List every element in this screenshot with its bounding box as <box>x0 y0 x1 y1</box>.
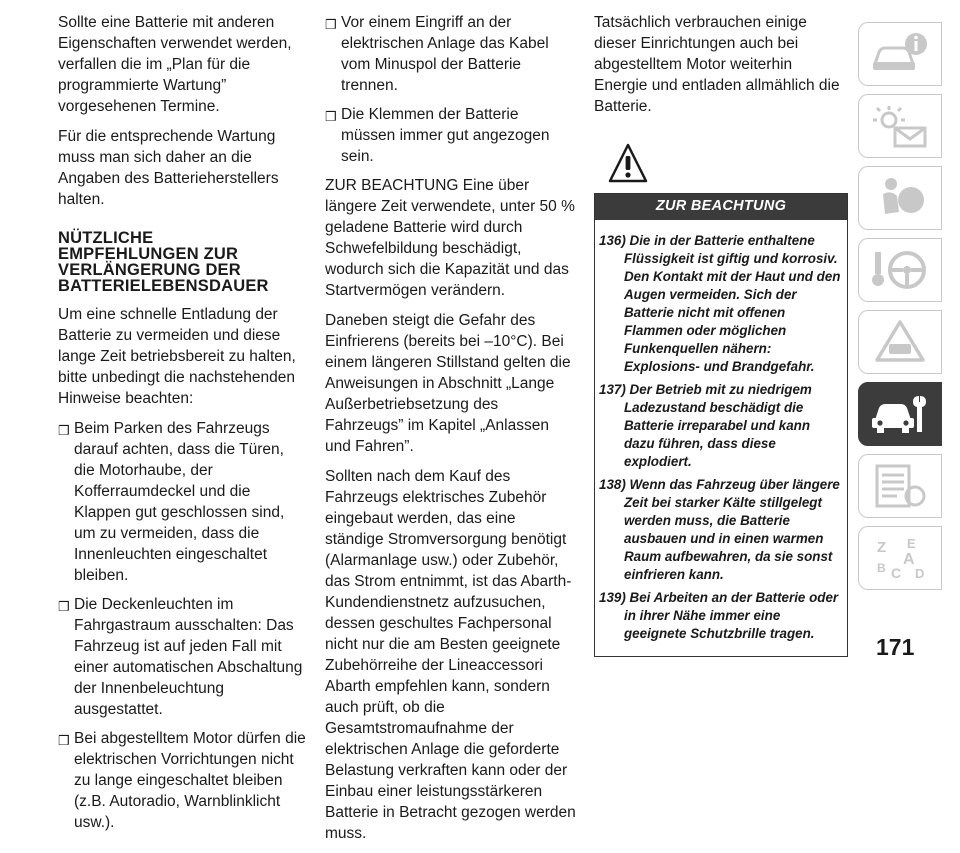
list-item-text: Vor einem Eingriff an der elektrischen Anlage das Kabel vom Minuspol der Batterie trennen. <box>341 14 549 94</box>
heading-line: NÜTZLICHE <box>58 229 154 247</box>
tab-safety[interactable] <box>858 166 942 230</box>
svg-text:E: E <box>907 536 916 551</box>
checkbox-bullet-icon: ❒ <box>58 423 70 438</box>
paragraph: Für die entsprechende Wartung muss man sich daher an die Angaben des Batterieherstellers halten. <box>58 128 279 208</box>
paragraph: ZUR BEACHTUNG Eine über längere Zeit verwendete, unter 50 % geladene Batterie wird durch Schwefelbildung beschädigt, wodurch sich die Kapazität und das Startvermögen verändern. <box>325 177 575 299</box>
svg-text:C: C <box>891 565 902 581</box>
warning-title: ZUR BEACHTUNG <box>595 194 847 220</box>
tab-starting[interactable] <box>858 238 942 302</box>
list-item <box>325 104 577 167</box>
bullet-list <box>58 418 306 833</box>
list-item-text: Bei abgestelltem Motor dürfen die elektrischen Vorrichtungen nicht zu lange eingeschaltet bleiben (z.B. Autoradio, Warnblinklicht usw.). <box>74 730 306 831</box>
heading-line: VERLÄNGERUNG DER <box>58 261 241 279</box>
tab-car-info[interactable] <box>858 22 942 86</box>
list-item <box>58 418 306 586</box>
list-item-text: Beim Parken des Fahrzeugs darauf achten, dass die Türen, die Motorhaube, der Kofferraumdeckel und die Klappen gut geschlossen sind, um zu vermeiden, dass die Innenleuchten eingeschaltet bleiben. <box>74 420 285 584</box>
heading-line: BATTERIELEBENSDAUER <box>58 277 269 295</box>
paragraph: Tatsächlich verbrauchen einige dieser Einrichtungen auch bei abgestelltem Motor weiterhin Energie und entladen allmählich die Batterie. <box>594 14 840 115</box>
tab-index[interactable] <box>858 526 942 590</box>
tab-lights[interactable] <box>858 94 942 158</box>
svg-text:D: D <box>915 566 925 581</box>
list-item <box>58 728 306 833</box>
section-heading <box>58 230 306 294</box>
specs-list-icon <box>869 462 931 510</box>
chapter-tabs <box>858 22 942 598</box>
car-wrench-icon <box>869 390 931 438</box>
svg-text:A: A <box>903 551 915 568</box>
paragraph: Sollte eine Batterie mit anderen Eigenschaften verwendet werden, verfallen die im „Plan für die programmierte Wartung” vorgesehenen Termine. <box>58 14 292 115</box>
heading-line: EMPFEHLUNGEN ZUR <box>58 245 239 263</box>
column-2 <box>325 12 577 853</box>
list-item <box>58 594 306 720</box>
page-number: 171 <box>876 634 915 660</box>
list-item-text: Die Klemmen der Batterie müssen immer gut angezogen sein. <box>341 106 550 165</box>
alphabet-index-icon <box>869 534 931 582</box>
column-3 <box>594 12 848 657</box>
tab-emergency[interactable] <box>858 310 942 374</box>
paragraph: Daneben steigt die Gefahr des Einfrierens (bereits bei –10°C). Bei einem längeren Stillstand gelten die Anweisungen in Abschnitt „Lange Außerbetriebsetzung des Fahrzeugs” im Kapitel „Anlassen und Fahren”. <box>325 312 571 455</box>
svg-text:B: B <box>877 561 886 575</box>
warning-item: 136) Die in der Batterie enthaltene Flüssigkeit ist giftig und korrosiv. Den Kontakt mit der Haut und den Augen vermeiden. Sich der Batterie nicht mit offenen Flammen oder möglichen Funkenquellen nähern: Explosions- und Brandgefahr. <box>599 233 841 374</box>
column-1 <box>58 12 306 841</box>
warning-item: 139) Bei Arbeiten an der Batterie oder in ihrer Nähe immer eine geeignete Schutzbrille tragen. <box>599 590 839 641</box>
warning-list <box>595 220 847 656</box>
list-item <box>325 12 577 96</box>
lights-envelope-icon <box>869 102 931 150</box>
key-steering-wheel-icon <box>869 246 931 294</box>
airbag-seat-icon <box>869 174 931 222</box>
warning-item: 137) Der Betrieb mit zu niedrigem Ladezustand beschädigt die Batterie irreparabel und kann dazu führen, dass diese explodiert. <box>599 382 812 469</box>
checkbox-bullet-icon: ❒ <box>58 599 70 614</box>
checkbox-bullet-icon: ❒ <box>325 17 337 32</box>
warning-box <box>594 193 848 657</box>
tab-technical-data[interactable] <box>858 454 942 518</box>
checkbox-bullet-icon: ❒ <box>58 733 70 748</box>
paragraph: Sollten nach dem Kauf des Fahrzeugs elektrisches Zubehör eingebaut werden, das eine ständige Stromversorgung benötigt (Alarmanlage usw.) oder Zubehör, das Strom entnimmt, ist das Abarth-Kundendienstnetz aufzusuchen, dessen geschultes Fachpersonal nicht nur die am Besten geeignete Zubehörreihe der Lineaccessori Abarth empfehlen kann, sondern auch prüft, ob die Gesamtstromaufnahme der elektrischen Anlage die geforderte Belastung verkraften kann oder der Einbau einer leistungsstärkeren Batterie in Betracht gezogen werden muss. <box>325 468 576 842</box>
checkbox-bullet-icon: ❒ <box>325 109 337 124</box>
warning-item: 138) Wenn das Fahrzeug über längere Zeit bei starker Kälte stillgelegt werden muss, die Batterie ausbauen und in einen warmen Raum aufbewahren, da sie sonst einfrieren kann. <box>599 477 840 582</box>
tab-maintenance[interactable] <box>858 382 942 446</box>
svg-text:Z: Z <box>877 539 887 556</box>
car-info-icon <box>869 30 931 78</box>
paragraph: Um eine schnelle Entladung der Batterie zu vermeiden und diese lange Zeit betriebsbereit zu halten, bitte unbedingt die nachstehenden Hinweise beachten: <box>58 306 296 407</box>
warning-triangle-icon <box>608 143 648 183</box>
list-item-text: Die Deckenleuchten im Fahrgastraum ausschalten: Das Fahrzeug ist auf jeden Fall mit einer automatischen Abschaltung der Innenbeleuchtung ausgestattet. <box>74 596 303 718</box>
bullet-list <box>325 12 577 167</box>
warning-car-icon <box>869 318 931 366</box>
